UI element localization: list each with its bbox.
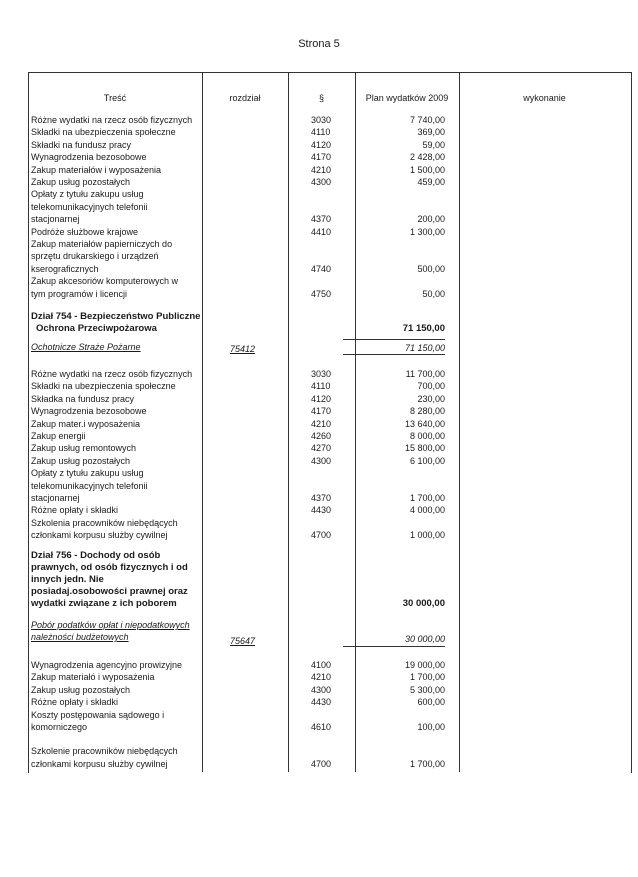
- dzial-754-title: Dział 754 - Bezpieczeństwo Publiczne: [31, 311, 201, 322]
- row-description: Podróże służbowe krajowe: [31, 226, 139, 237]
- row-description: członkami korpusu służby cywilnej: [31, 530, 168, 541]
- row-amount: 1 000,00: [409, 530, 445, 541]
- row-amount: 59,00: [422, 139, 445, 150]
- row-amount: 6 100,00: [409, 455, 445, 466]
- row-amount: 1 500,00: [409, 164, 445, 175]
- row-description: Zakup usług remontowych: [31, 443, 137, 454]
- sum-rule: [343, 339, 445, 340]
- row-description: Zakup usług pozostałych: [31, 455, 131, 466]
- sum-rule: [343, 354, 445, 355]
- row-description: Zakup usług pozostałych: [31, 684, 131, 695]
- row-description: telekomunikacyjnych telefonii: [31, 480, 148, 491]
- row-paragraf: 4300: [311, 684, 332, 695]
- row-paragraf: 4700: [311, 758, 332, 769]
- row-paragraf: 4740: [311, 263, 332, 274]
- rozdzial-75647-label-2: należności budżetowych: [31, 632, 129, 642]
- row-amount: 8 000,00: [409, 431, 445, 441]
- row-paragraf: 4370: [311, 214, 332, 225]
- row-amount: 1 300,00: [409, 226, 445, 237]
- row-description: Zakup energii: [31, 431, 86, 441]
- row-description: Składki na ubezpieczenia społeczne: [31, 127, 176, 138]
- row-description: komorniczego: [31, 722, 88, 732]
- row-amount: 500,00: [417, 263, 445, 274]
- row-paragraf: 4430: [311, 505, 332, 516]
- row-amount: 1 700,00: [409, 758, 445, 769]
- row-paragraf: 4300: [311, 455, 332, 466]
- row-paragraf: 4610: [311, 722, 332, 732]
- row-description: Różne wydatki na rzecz osób fizycznych: [31, 115, 193, 125]
- row-description: Składki na ubezpieczenia społeczne: [31, 381, 176, 392]
- row-paragraf: 4750: [311, 288, 332, 299]
- row-paragraf: 4370: [311, 493, 332, 503]
- dzial-756-line-1: Dział 756 - Dochody od osób: [31, 550, 161, 561]
- row-description: członkami korpusu służby cywilnej: [31, 758, 168, 769]
- row-description: telekomunikacyjnych telefonii: [31, 201, 148, 212]
- row-paragraf: 4260: [311, 431, 332, 441]
- row-paragraf: 4120: [311, 139, 332, 150]
- row-description: Zakup materiałów papierniczych do: [31, 239, 173, 249]
- rozdzial-75412-label: Ochotnicze Straże Pożarne: [31, 342, 141, 352]
- dzial-754-subtitle: Ochrona Przeciwpożarowa: [36, 323, 157, 334]
- row-paragraf: 4170: [311, 406, 332, 417]
- column-header-paragraf: §: [318, 93, 324, 103]
- row-amount: 8 280,00: [409, 406, 445, 417]
- row-description: Wynagrodzenia bezosobowe: [31, 406, 147, 417]
- rozdzial-75647-amount: 30 000,00: [404, 634, 445, 644]
- row-description: Szkolenie pracowników niebędących: [31, 746, 178, 757]
- row-paragraf: 4210: [311, 672, 332, 683]
- dzial-756-line-5: wydatki związane z ich poborem: [31, 598, 177, 609]
- row-paragraf: 4120: [311, 393, 332, 404]
- row-description: Zakup usług pozostałych: [31, 177, 131, 187]
- row-amount: 200,00: [417, 214, 445, 225]
- page-header: Strona 5: [298, 38, 340, 50]
- row-paragraf: 4100: [311, 660, 332, 670]
- row-description: tym programów i licencji: [31, 288, 128, 299]
- row-paragraf: 4300: [311, 177, 332, 187]
- row-amount: 369,00: [417, 127, 445, 138]
- row-amount: 600,00: [417, 697, 445, 708]
- dzial-756-line-2: prawnych, od osób fizycznych i od: [31, 562, 188, 573]
- row-amount: 1 700,00: [409, 493, 445, 503]
- dzial-756-amount: 30 000,00: [402, 598, 445, 609]
- row-description: Opłaty z tytułu zakupu usług: [31, 189, 144, 200]
- row-description: Zakup akcesoriów komputerowych w: [31, 276, 179, 287]
- row-amount: 5 300,00: [409, 684, 445, 695]
- row-description: Koszty postępowania sądowego i: [31, 709, 165, 720]
- row-description: sprzętu drukarskiego i urządzeń: [31, 251, 159, 262]
- row-description: stacjonarnej: [31, 493, 80, 503]
- column-divider: [288, 72, 289, 772]
- row-amount: 50,00: [422, 288, 445, 299]
- column-header-wykonanie: wykonanie: [523, 93, 566, 103]
- row-paragraf: 3030: [311, 115, 332, 125]
- row-amount: 19 000,00: [404, 660, 445, 670]
- dzial-754-amount: 71 150,00: [402, 323, 445, 334]
- rozdzial-75647-code: 75647: [230, 636, 256, 646]
- column-divider: [202, 72, 203, 772]
- dzial-756-line-4: posiadaj.osobowości prawnej oraz: [31, 586, 188, 597]
- row-amount: 7 740,00: [409, 115, 445, 125]
- rozdzial-75647-label-1: Pobór podatków opłat i niepodatkowych: [31, 620, 190, 630]
- row-paragraf: 4430: [311, 697, 332, 708]
- row-amount: 700,00: [417, 381, 445, 392]
- row-amount: 4 000,00: [409, 505, 445, 516]
- row-description: Różne opłaty i składki: [31, 505, 119, 516]
- row-paragraf: 4410: [311, 226, 332, 237]
- row-amount: 2 428,00: [409, 152, 445, 163]
- row-description: Składki na fundusz pracy: [31, 139, 132, 150]
- row-amount: 11 700,00: [405, 369, 445, 379]
- row-amount: 15 800,00: [404, 443, 445, 454]
- column-header-rozdzial: rozdział: [229, 93, 261, 103]
- row-paragraf: 4210: [311, 164, 332, 175]
- row-amount: 230,00: [417, 393, 445, 404]
- sum-rule: [343, 646, 445, 647]
- row-description: Zakup materiałó i wyposażenia: [31, 672, 155, 683]
- row-paragraf: 4110: [311, 127, 331, 138]
- row-description: Składka na fundusz pracy: [31, 393, 135, 404]
- column-divider: [459, 72, 460, 772]
- row-description: Zakup mater.i wyposażenia: [31, 418, 141, 429]
- row-paragraf: 4170: [311, 152, 332, 163]
- row-description: Wynagrodzenia bezosobowe: [31, 152, 147, 163]
- row-description: Opłaty z tytułu zakupu usług: [31, 468, 144, 479]
- row-paragraf: 4210: [311, 418, 332, 429]
- dzial-756-line-3: innych jedn. Nie: [31, 574, 104, 585]
- row-description: Różne opłaty i składki: [31, 697, 119, 708]
- row-amount: 13 640,00: [404, 418, 445, 429]
- row-description: Szkolenia pracowników niebędących: [31, 517, 178, 528]
- row-amount: 459,00: [417, 177, 445, 187]
- row-description: Różne wydatki na rzecz osób fizycznych: [31, 369, 193, 379]
- row-description: Wynagrodzenia agencyjno prowizyjne: [31, 660, 183, 670]
- rozdzial-75412-amount: 71 150,00: [404, 343, 445, 353]
- row-paragraf: 3030: [311, 369, 332, 379]
- column-header-tresc: Treść: [103, 93, 127, 103]
- row-paragraf: 4270: [311, 443, 332, 454]
- rozdzial-75412-code: 75412: [230, 344, 256, 354]
- row-paragraf: 4110: [311, 381, 331, 392]
- row-paragraf: 4700: [311, 530, 332, 541]
- column-header-plan: Plan wydatków 2009: [365, 93, 449, 103]
- row-description: kserograficznych: [31, 263, 99, 274]
- row-amount: 1 700,00: [409, 672, 445, 683]
- row-amount: 100,00: [417, 722, 445, 732]
- row-description: stacjonarnej: [31, 214, 80, 225]
- row-description: Zakup materiałów i wyposażenia: [31, 164, 162, 175]
